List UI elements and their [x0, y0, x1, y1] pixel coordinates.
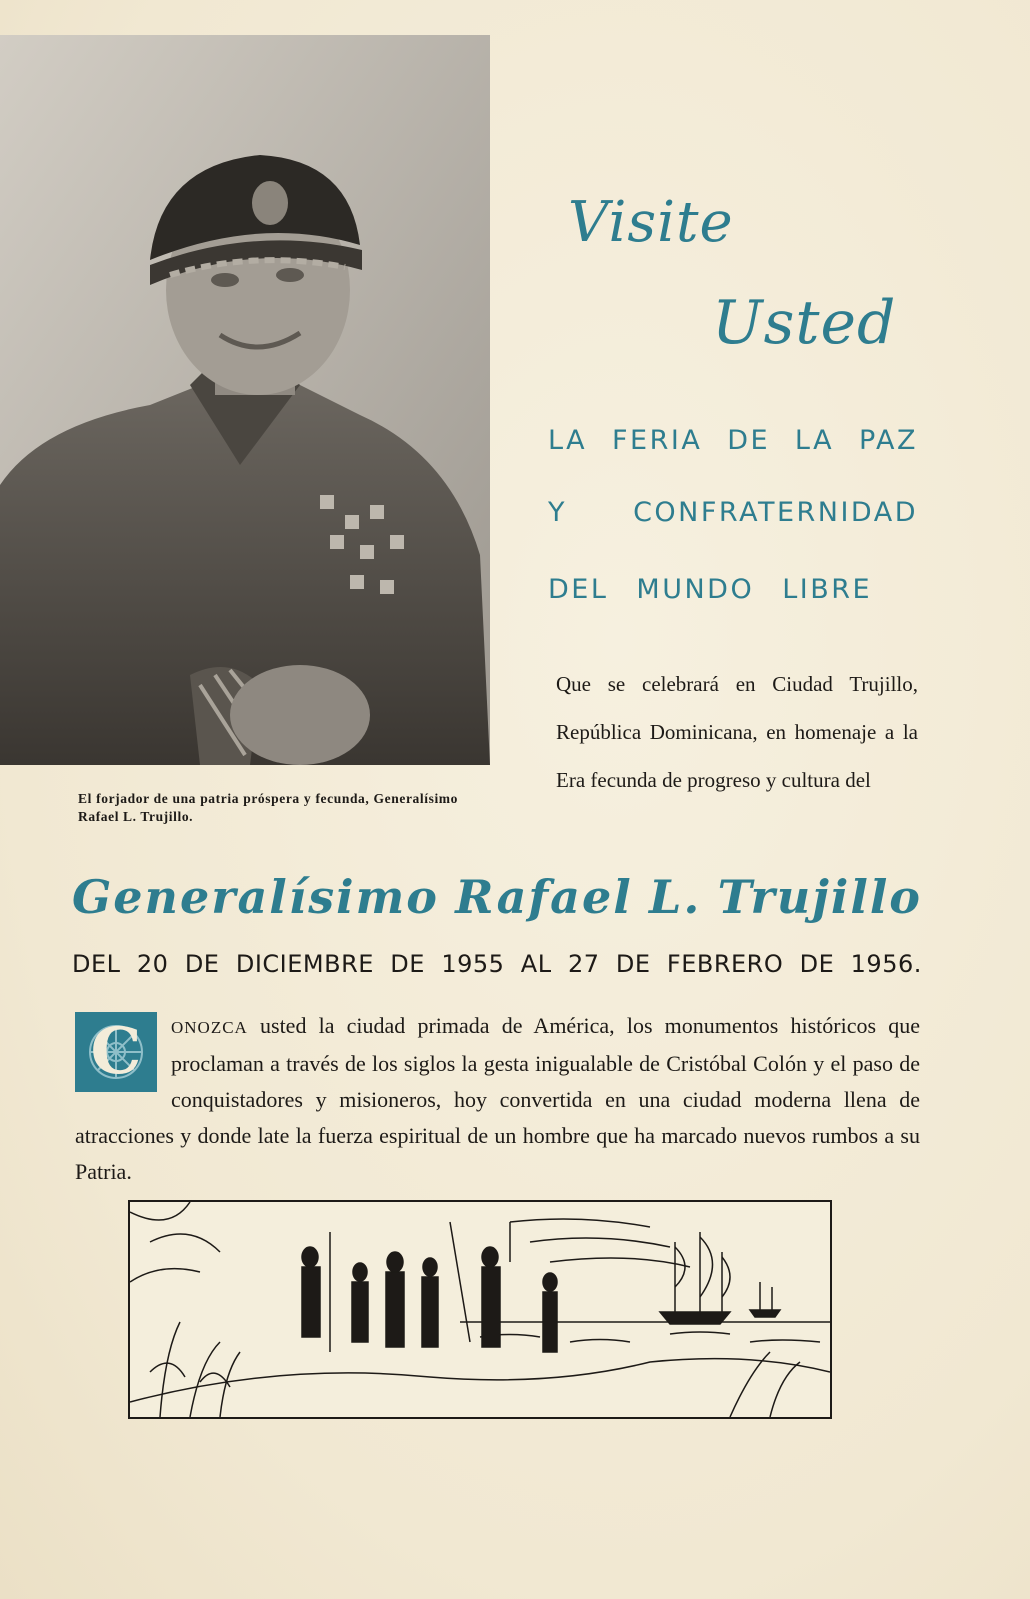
title-word: L.	[649, 870, 702, 924]
intro-paragraph	[556, 660, 918, 804]
feria-word: LA	[794, 425, 835, 456]
date-word: DE	[615, 950, 651, 978]
portrait-photo	[0, 35, 490, 765]
feria-title-line-2	[548, 497, 918, 528]
feria-word: LA	[548, 425, 588, 456]
event-dates	[72, 950, 922, 978]
date-word: AL	[520, 950, 552, 978]
feria-word: PAZ	[858, 425, 918, 456]
photo-caption: El forjador de una patria próspera y fecunda, Generalísimo Rafael L. Trujillo.	[78, 791, 458, 824]
feria-title-line-1	[548, 425, 918, 456]
generalisimo-title	[72, 870, 922, 924]
date-word: 20	[136, 950, 169, 978]
feria-word: DE	[727, 425, 771, 456]
feria-word: Y	[548, 497, 567, 528]
dropcap-letter: C	[90, 1014, 142, 1089]
engraving-illustration	[130, 1202, 830, 1417]
date-word: 1955	[441, 950, 505, 978]
feria-word: DEL	[548, 574, 609, 605]
colon-landing-engraving	[128, 1200, 832, 1419]
feria-word: MUNDO	[636, 574, 755, 605]
date-word: FEBRERO	[666, 950, 784, 978]
date-word: DICIEMBRE	[235, 950, 374, 978]
portrait-illustration	[0, 35, 490, 765]
date-word: DE	[390, 950, 425, 978]
heading-usted: Usted	[712, 288, 897, 358]
feria-word: FERIA	[612, 425, 703, 456]
date-word: 27	[567, 950, 600, 978]
feria-word: LIBRE	[782, 574, 873, 605]
heading-visite: Visite	[568, 190, 734, 255]
intro-text: Que se celebrará en Ciudad Trujillo, República Dominicana, en homenaje a la Era fecunda de progreso y cultura del	[556, 672, 918, 792]
date-word: DE	[184, 950, 220, 978]
body-text: usted la ciudad primada de América, los monumentos históricos que proclaman a través de los siglos la gesta inigualable de Cristóbal Colón y el paso de conquistadores y misioneros, hoy convertida en una ciudad moderna llena de atracciones y donde late la fuerza espiritual de un hombre que ha marcado nuevos rumbos a su Patria.	[75, 1013, 920, 1184]
dropcap-ornament	[75, 1012, 157, 1092]
feria-title-line-3	[548, 574, 918, 605]
feria-word: CONFRATERNIDAD	[633, 497, 918, 528]
title-word: Trujillo	[717, 870, 922, 924]
date-word: DEL	[72, 950, 121, 978]
body-paragraph	[75, 1008, 920, 1190]
body-smallcaps: ONOZCA	[171, 1018, 248, 1037]
date-word: 1956.	[850, 950, 922, 978]
date-word: DE	[799, 950, 835, 978]
title-word: Generalísimo	[72, 870, 439, 924]
title-word: Rafael	[455, 870, 633, 924]
